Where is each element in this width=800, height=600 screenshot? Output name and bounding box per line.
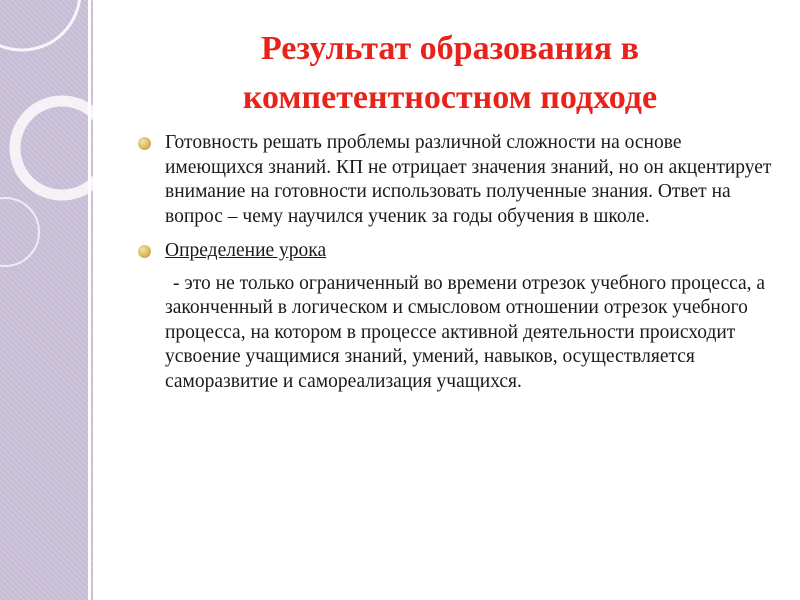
slide-title xyxy=(120,24,780,122)
definition-text: - это не только ограниченный во времени отрезок учебного процесса, а законченный в логическом и смысловом отношении отрезок учебного процесса, на котором в процессе активной деятельности происходит усвоение учащимися знаний, умений, навыков, осуществляется саморазвитие и самореализация учащихся. xyxy=(165,272,766,392)
decorative-side-panel xyxy=(0,0,93,600)
bullet-item xyxy=(134,239,780,264)
decorative-circles xyxy=(0,0,93,600)
slide-content xyxy=(134,131,780,394)
bullet-icon xyxy=(138,137,151,150)
bullet-item xyxy=(134,131,780,229)
bullet-icon xyxy=(138,245,151,258)
side-panel-edge xyxy=(88,0,91,600)
bullet-text: Готовность решать проблемы различной сложности на основе имеющихся знаний. КП не отрицает значения знаний, но он акцентирует внимание на готовности использовать полученные знания. Ответ на вопрос – чему научился ученик за годы обучения в школе. xyxy=(165,132,772,227)
slide-title-line-2: компетентностном подходе xyxy=(242,79,658,116)
lesson-definition-link[interactable]: Определение урока xyxy=(165,240,327,261)
slide-title-line-1: Результат образования в xyxy=(260,30,640,67)
